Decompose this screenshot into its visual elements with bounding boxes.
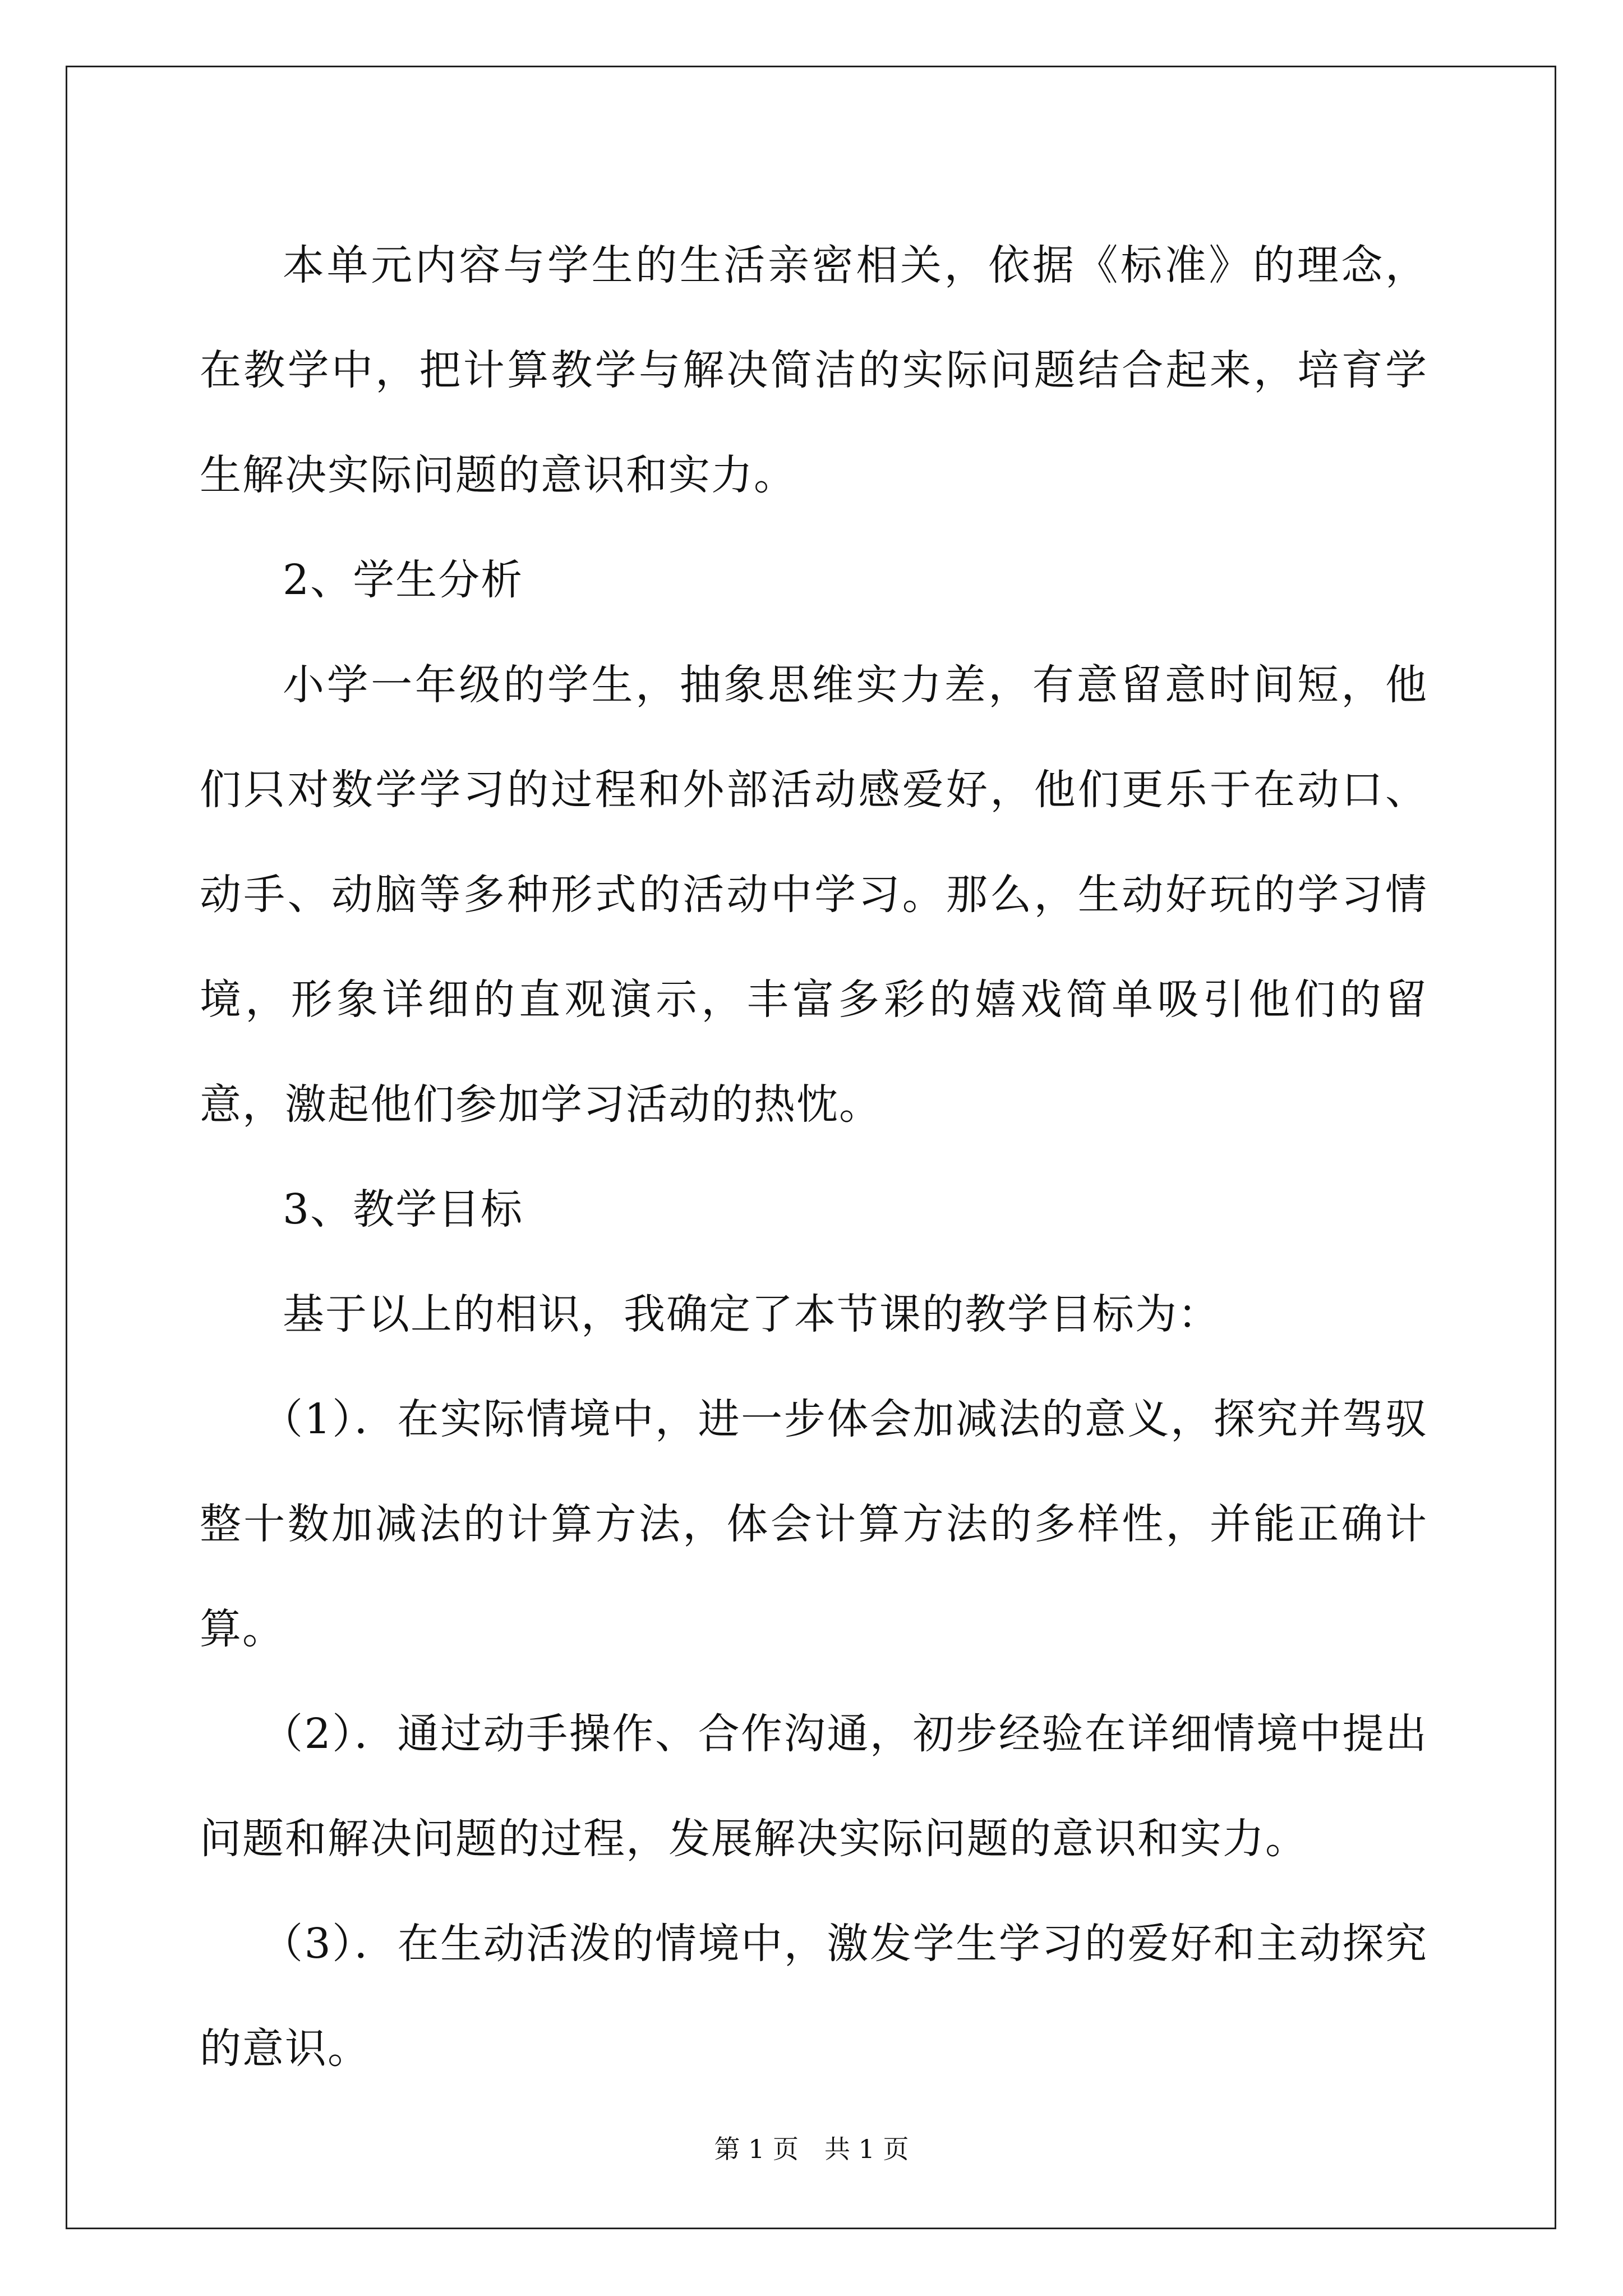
paragraph-intro: 本单元内容与学生的生活亲密相关，依据《标准》的理念，在教学中，把计算教学与解决简洁的实际问题结合起来，培育学生解决实际问题的意识和实力。	[200, 241, 1428, 499]
page-number-footer: 第 1 页 共 1 页	[714, 2134, 909, 2164]
paragraph-student-analysis: 小学一年级的学生，抽象思维实力差，有意留意时间短，他们只对数学学习的过程和外部活动感爱好，他们更乐于在动口、动手、动脑等多种形式的活动中学习。那么，生动好玩的学习情境，形象详细的直观演示，丰富多彩的嬉戏简单吸引他们的留意，激起他们参加学习活动的热忱。	[200, 661, 1428, 1129]
document-body	[200, 213, 1428, 2101]
goal-item-3: （3）．在生动活泼的情境中，激发学生学习的爱好和主动探究的意识。	[200, 1920, 1428, 2073]
goal-item-1: （1）．在实际情境中，进一步体会加减法的意义，探究并驾驭整十数加减法的计算方法，体会计算方法的多样性，并能正确计算。	[200, 1395, 1428, 1653]
goal-item-2: （2）．通过动手操作、合作沟通，初步经验在详细情境中提出问题和解决问题的过程，发展解决实际问题的意识和实力。	[200, 1710, 1428, 1863]
section-heading-teaching-goals: 3、教学目标	[283, 1185, 524, 1234]
section-heading-student-analysis: 2、学生分析	[283, 556, 524, 604]
paragraph-goals-intro: 基于以上的相识，我确定了本节课的教学目标为：	[283, 1290, 1220, 1338]
